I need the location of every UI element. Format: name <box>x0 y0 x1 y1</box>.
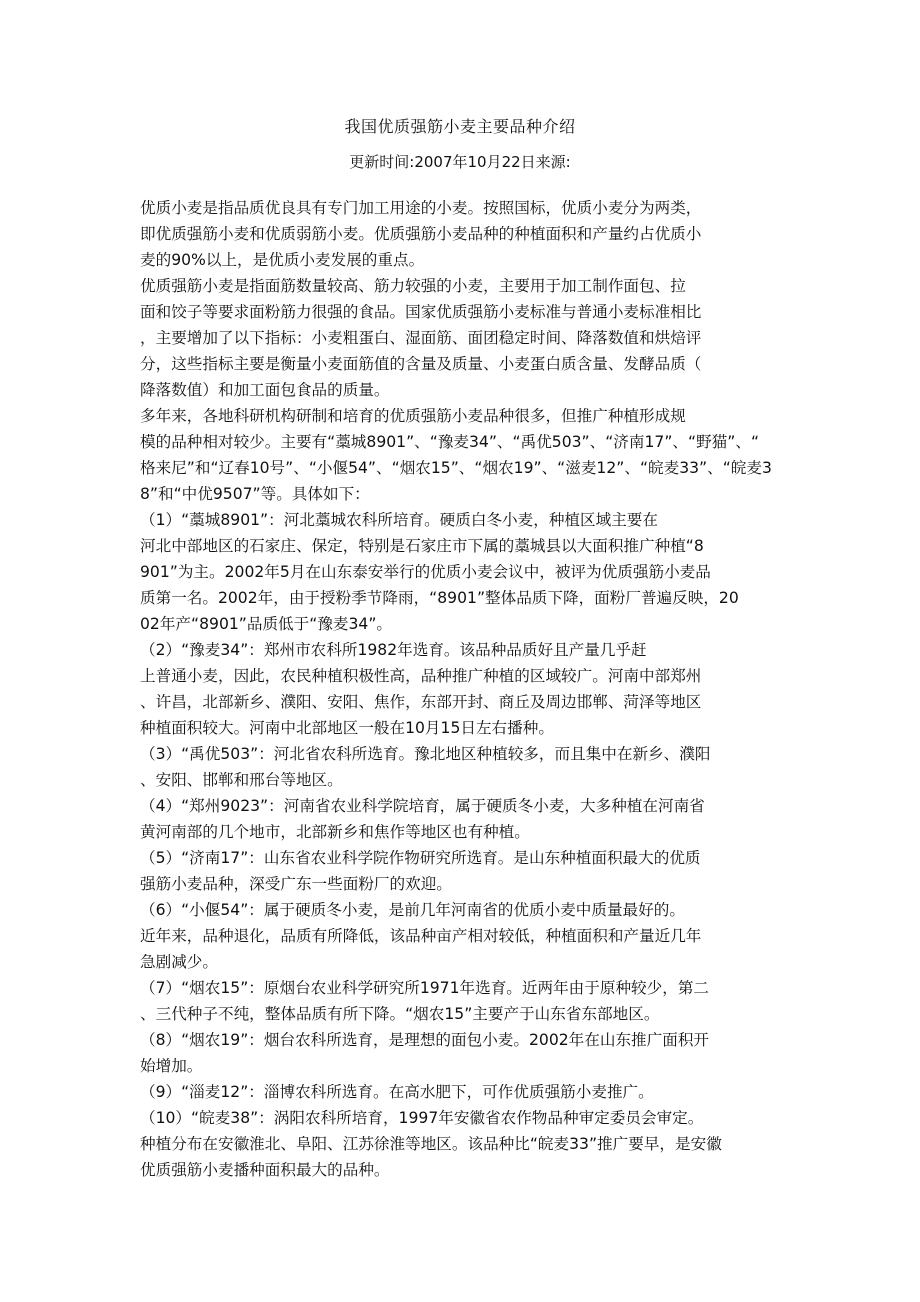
body-text-line: 优质强筋小麦是指面筋数量较高、筋力较强的小麦，主要用于加工制作面包、拉 <box>140 277 686 295</box>
body-text-line: 上普通小麦，因此，农民种植积极性高，品种推广种植的区域较广。河南中部郑州 <box>140 667 702 685</box>
update-info: 更新时间:2007年10月22日来源: <box>349 153 571 171</box>
body-text-line: 始增加。 <box>140 1057 203 1075</box>
body-text-line: 降落数值）和加工面包食品的质量。 <box>140 381 390 399</box>
body-text-line: 格来尼”和“辽春10号”、“小偃54”、“烟农15”、“烟农19”、“滋麦12”、“皖麦33”、“皖麦3 <box>140 459 772 477</box>
body-text-line: （1）“藁城8901”：河北藁城农科所培育。硬质白冬小麦，种植区域主要在 <box>140 511 658 529</box>
body-text-line: 优质强筋小麦播种面积最大的品种。 <box>140 1161 390 1179</box>
body-text-line: （6）“小偃54”：属于硬质冬小麦，是前几年河南省的优质小麦中质量最好的。 <box>140 901 685 919</box>
body-text-line: ，主要增加了以下指标：小麦粗蛋白、湿面筋、面团稳定时间、降落数值和烘焙评 <box>140 329 702 347</box>
body-text-line: 、安阳、邯郸和邢台等地区。 <box>140 771 343 789</box>
body-text-line: 强筋小麦品种，深受广东一些面粉厂的欢迎。 <box>140 875 452 893</box>
body-text-line: 多年来，各地科研机构研制和培育的优质强筋小麦品种很多，但推广种植形成规 <box>140 407 686 425</box>
body-text-line: 8”和“中优9507”等。具体如下： <box>140 485 370 503</box>
body-text-line: （4）“郑州9023”：河南省农业科学院培育，属于硬质冬小麦，大多种植在河南省 <box>140 797 705 815</box>
body-text-line: 近年来，品种退化，品质有所降低，该品种亩产相对较低，种植面积和产量近几年 <box>140 927 702 945</box>
body-text-line: 、许昌，北部新乡、濮阳、安阳、焦作，东部开封、商丘及周边邯郸、菏泽等地区 <box>140 693 702 711</box>
body-text-line: 02年产“8901”品质低于“豫麦34”。 <box>140 615 393 633</box>
body-text-line: （7）“烟农15”：原烟台农业科学研究所1971年选育。近两年由于原种较少，第二 <box>140 979 710 997</box>
body-text-line: 河北中部地区的石家庄、保定，特别是石家庄市下属的藁城县以大面积推广种植“8 <box>140 537 704 555</box>
page-title: 我国优质强筋小麦主要品种介绍 <box>344 117 576 136</box>
body-text-line: 、三代种子不纯，整体品质有所下降。“烟农15”主要产于山东省东部地区。 <box>140 1005 660 1023</box>
body-text-line: 质第一名。2002年，由于授粉季节降雨，“8901”整体品质下降，面粉厂普遍反映，20 <box>140 589 739 607</box>
body-text-line: （5）“济南17”：山东省农业科学院作物研究所选育。是山东种植面积最大的优质 <box>140 849 701 867</box>
body-text-line: 种植面积较大。河南中北部地区一般在10月15日左右播种。 <box>140 719 554 737</box>
body-text-line: 急剧减少。 <box>140 953 218 971</box>
article-body <box>140 195 790 1183</box>
body-text-line: （3）“禹优503”：河北省农科所选育。豫北地区种植较多，而且集中在新乡、濮阳 <box>140 745 711 763</box>
body-text-line: 种植分布在安徽淮北、阜阳、江苏徐淮等地区。该品种比“皖麦33”推广要早，是安徽 <box>140 1135 722 1153</box>
body-text-line: （10）“皖麦38”：涡阳农科所培育，1997年安徽省农作物品种审定委员会审定。 <box>140 1109 704 1127</box>
body-text-line: 即优质强筋小麦和优质弱筋小麦。优质强筋小麦品种的种植面积和产量约占优质小 <box>140 225 702 243</box>
body-text-line: 分，这些指标主要是衡量小麦面筋值的含量及质量、小麦蛋白质含量、发酵品质（ <box>140 355 702 373</box>
body-text-line: 优质小麦是指品质优良具有专门加工用途的小麦。按照国标，优质小麦分为两类， <box>140 199 702 217</box>
body-text-line: （9）“淄麦12”：淄博农科所选育。在高水肥下，可作优质强筋小麦推广。 <box>140 1083 654 1101</box>
body-text-line: （8）“烟农19”：烟台农科所选育，是理想的面包小麦。2002年在山东推广面积开 <box>140 1031 710 1049</box>
body-text-line: 模的品种相对较少。主要有“藁城8901”、“豫麦34”、“禹优503”、“济南17”、“野猫”、“ <box>140 433 760 451</box>
body-text-line: 901”为主。2002年5月在山东泰安举行的优质小麦会议中，被评为优质强筋小麦品 <box>140 563 711 581</box>
body-text-line: 黄河南部的几个地市，北部新乡和焦作等地区也有种植。 <box>140 823 530 841</box>
body-text-line: 面和饺子等要求面粉筋力很强的食品。国家优质强筋小麦标准与普通小麦标准相比 <box>140 303 702 321</box>
body-text-line: 麦的90%以上，是优质小麦发展的重点。 <box>140 251 425 269</box>
body-text-line: （2）“豫麦34”：郑州市农科所1982年选育。该品种品质好且产量几乎赶 <box>140 641 647 659</box>
